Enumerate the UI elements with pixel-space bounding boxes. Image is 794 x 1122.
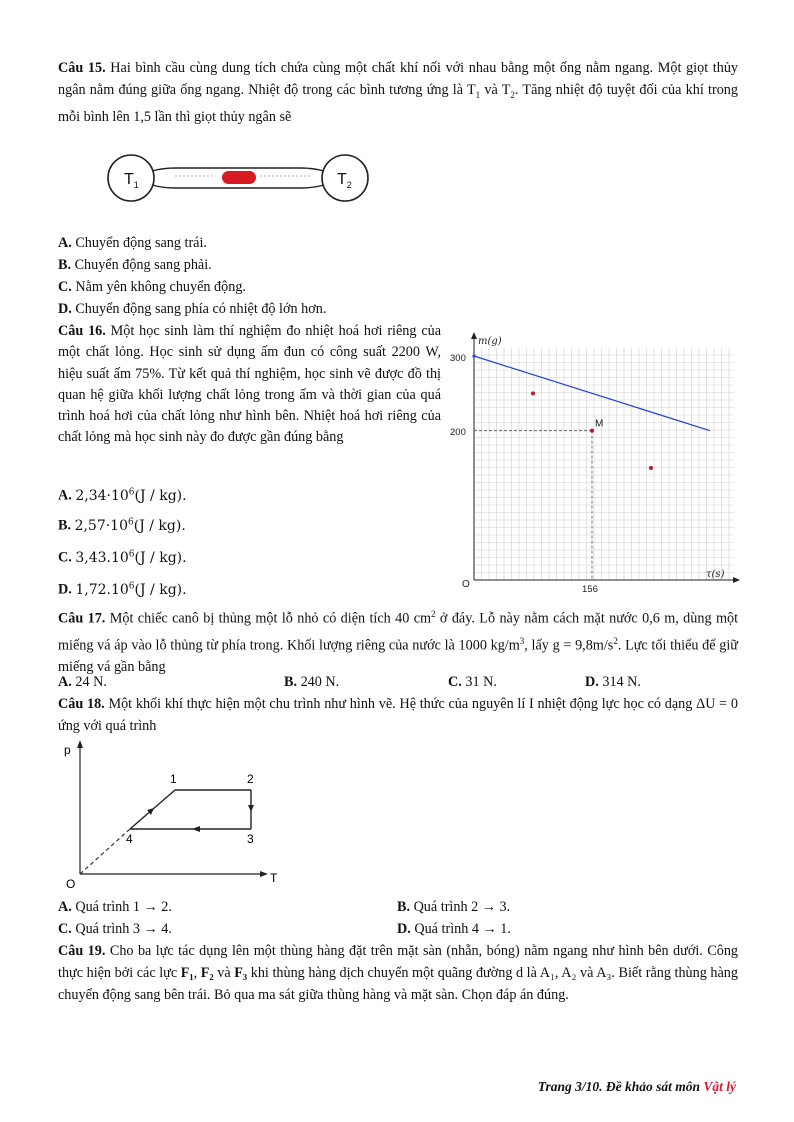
p-axis-arrow xyxy=(77,740,83,748)
point-2-label: 2 xyxy=(247,772,254,786)
right-bulb-label: $T_2$ xyxy=(337,171,352,190)
q19-label: Câu 19. xyxy=(58,943,106,959)
q17-option-c[interactable]: C. 31 N. xyxy=(448,674,497,690)
x-axis-label: τ(s) xyxy=(706,569,725,580)
q18-option-a[interactable]: A. Quá trình 1 → 2. xyxy=(58,899,172,915)
y-tick-300: 300 xyxy=(450,353,466,364)
q17-option-b[interactable]: B. 240 N. xyxy=(284,674,340,690)
tube-top xyxy=(152,168,324,171)
q18-text: Câu 18. Một khối khí thực hiện một chu trình như hình vẽ. Hệ thức của nguyên lí I nhiệt động lực học có dạng ΔU = 0 ứng với quá trình xyxy=(58,696,739,734)
t-axis-label: T xyxy=(270,871,278,885)
y-axis-label: m(g) xyxy=(478,336,502,347)
chart-point-M xyxy=(590,429,594,433)
q17-text: Câu 17. Một chiếc canô bị thủng một lỗ nhỏ có diện tích 40 $cm^2$ ở đáy. Lỗ này nằm cách mặt nước 0,6 m, dùng một miếng vá áp vào lỗ thủng từ phía trong. Khối lượng riêng của nước là 1000 $kg/m^3$, lấy $g = 9,8m/s^2$. Lực tối thiểu để giữ miếng vá gần bằng xyxy=(58,609,739,676)
q16-option-d[interactable]: D. 1,72.10$^6$(J / kg). xyxy=(58,581,187,598)
page-footer: Trang 3/10. Đề khảo sát môn Vật lý xyxy=(537,1079,736,1094)
t-axis-arrow xyxy=(260,871,268,877)
point-m-label: M xyxy=(595,418,604,430)
arrow-2-3 xyxy=(248,805,254,812)
origin-label: O xyxy=(462,579,470,590)
q16-label: Câu 16. xyxy=(58,323,106,339)
origin-label: O xyxy=(66,877,76,891)
isochore-dashed xyxy=(80,829,130,874)
q16-option-a[interactable]: A. $2,34\cdot 10^6(J / kg)$. xyxy=(58,487,187,504)
q17-label: Câu 17. xyxy=(58,610,106,627)
footer-subject: Vật lý xyxy=(703,1079,736,1094)
q19-text: Câu 19. Cho ba lực tác dụng lên một thùng hàng đặt trên mặt sàn (nhẵn, bóng) nằm ngang như hình bên dưới. Công thực hiện bởi các lực F₁, F₂ và F₃ khi thùng hàng dịch chuyển một quãng đường d là A₁, A₂ và A₃. Biết rằng thùng hàng chuyển động sang bên trái. Bỏ qua ma sát giữa thùng hàng và mặt sàn. Chọn đáp án đúng. xyxy=(58,943,739,1003)
chart-point-dot-1 xyxy=(531,391,535,395)
q16-text: Câu 16. Một học sinh làm thí nghiệm đo nhiệt hoá hơi riêng của một chất lỏng. Học sinh sử dụng ấm đun có công suất 2200 W, hiệu suất ấm 75%. Từ kết quả thí nghiệm, học sinh vẽ được đồ thị quan hệ giữa khối lượng chất lỏng trong ấm và thời gian của quá trình hoá hơi của chất lỏng như hình bên. Nhiệt hoá hơi riêng của chất lỏng mà học sinh này đo được gần đúng bằng xyxy=(58,323,442,446)
q15-option-b[interactable]: B. Chuyển động sang phải. xyxy=(58,257,212,273)
y-axis-arrow xyxy=(471,332,477,339)
q18-option-c[interactable]: C. Quá trình 3 → 4. xyxy=(58,921,172,937)
q18-pt-diagram xyxy=(58,736,288,896)
point-3-label: 3 xyxy=(247,832,254,846)
q18-option-b[interactable]: B. Quá trình 2 → 3. xyxy=(397,899,511,915)
x-tick-156: 156 xyxy=(582,584,598,595)
q16-mass-time-chart xyxy=(448,328,744,598)
q18-option-d[interactable]: D. Quá trình 4 → 1. xyxy=(397,921,511,937)
q15-label: Câu 15. xyxy=(58,60,106,76)
chart-grid xyxy=(474,348,734,580)
arrow-3-4 xyxy=(192,826,200,832)
mercury-drop xyxy=(222,171,256,184)
q15-bulbs-diagram xyxy=(105,148,375,210)
q16-option-b[interactable]: B. $2,57\cdot 10^6(J / kg)$. xyxy=(58,517,186,534)
left-bulb-label: $T_1$ xyxy=(124,171,139,190)
q15-option-c[interactable]: C. Nằm yên không chuyển động. xyxy=(58,279,246,295)
q15-option-a[interactable]: A. Chuyển động sang trái. xyxy=(58,235,207,251)
chart-point-start xyxy=(472,354,475,357)
chart-point-dot-3 xyxy=(649,466,653,470)
x-axis-arrow xyxy=(733,577,740,583)
q18-label: Câu 18. xyxy=(58,696,105,712)
y-tick-200: 200 xyxy=(450,427,466,438)
point-1-label: 1 xyxy=(170,772,177,786)
q17-option-d[interactable]: D. 314 N. xyxy=(585,674,641,690)
q17-option-a[interactable]: A. 24 N. xyxy=(58,674,107,690)
p-axis-label: p xyxy=(64,743,71,757)
tube-bottom xyxy=(152,185,324,188)
q15-text: Câu 15. Hai bình cầu cùng dung tích chứa cùng một chất khí nối với nhau bằng một ống nằm ngang. Một giọt thủy ngân nằm đúng giữa ống ngang. Nhiệt độ trong các bình tương ứng là $T_1$ và $T_2$. Tăng nhiệt độ tuyệt đối của khí trong mỗi bình lên 1,5 lần thì giọt thủy ngân sẽ xyxy=(58,60,739,125)
q16-option-c[interactable]: C. 3,43.10$^6$(J / kg). xyxy=(58,549,187,566)
series-line xyxy=(474,356,710,431)
point-4-label: 4 xyxy=(126,832,133,846)
q15-option-d[interactable]: D. Chuyển động sang phía có nhiệt độ lớn hơn. xyxy=(58,301,327,317)
